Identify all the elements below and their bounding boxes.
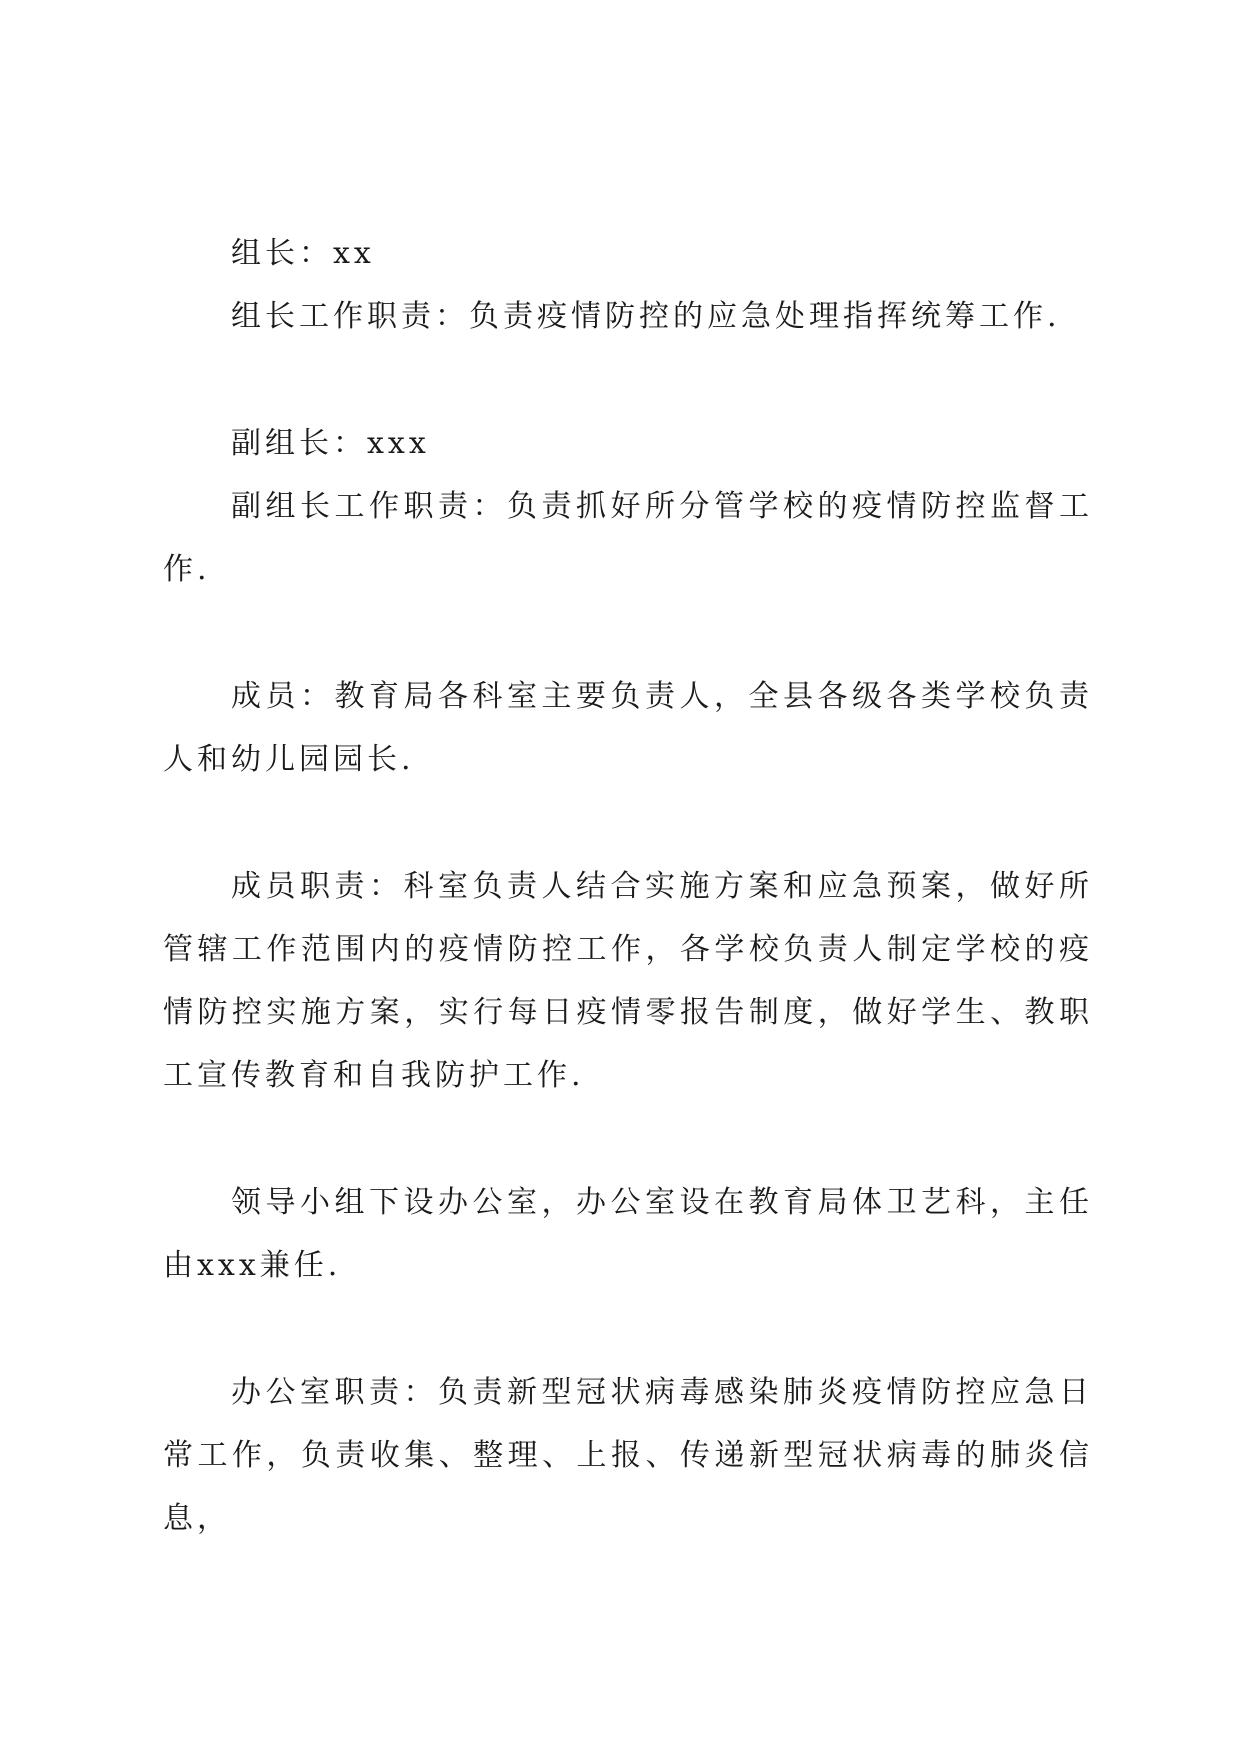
document-body: [163, 222, 1093, 1550]
office-setup-paragraph: 领导小组下设办公室，办公室设在教育局体卫艺科，主任由xxx兼任.: [163, 1185, 1093, 1283]
member-duties-paragraph: 成员职责：科室负责人结合实施方案和应急预案，做好所管辖工作范围内的疫情防控工作，各学校负责人制定学校的疫情防控实施方案，实行每日疫情零报告制度，做好学生、教职工宣传教育和自我防护工作.: [163, 869, 1093, 1093]
paragraph-spacer: [163, 1297, 1093, 1361]
paragraph-spacer: [163, 791, 1093, 855]
office-duties-paragraph: 办公室职责：负责新型冠状病毒感染肺炎疫情防控应急日常工作，负责收集、整理、上报、传递新型冠状病毒的肺炎信息，: [163, 1375, 1093, 1536]
deputy-leader-line: 副组长：xxx: [231, 426, 430, 461]
members-paragraph: 成员：教育局各科室主要负责人，全县各级各类学校负责人和幼儿园园长.: [163, 679, 1093, 777]
paragraph-spacer: [163, 601, 1093, 665]
team-leader-duties: 组长工作职责：负责疫情防控的应急处理指挥统筹工作.: [231, 299, 1061, 334]
paragraph-spacer: [163, 348, 1093, 412]
paragraph-spacer: [163, 1107, 1093, 1171]
team-leader-line: 组长：xx: [231, 236, 375, 271]
deputy-leader-duties: 副组长工作职责：负责抓好所分管学校的疫情防控监督工作.: [163, 489, 1093, 587]
